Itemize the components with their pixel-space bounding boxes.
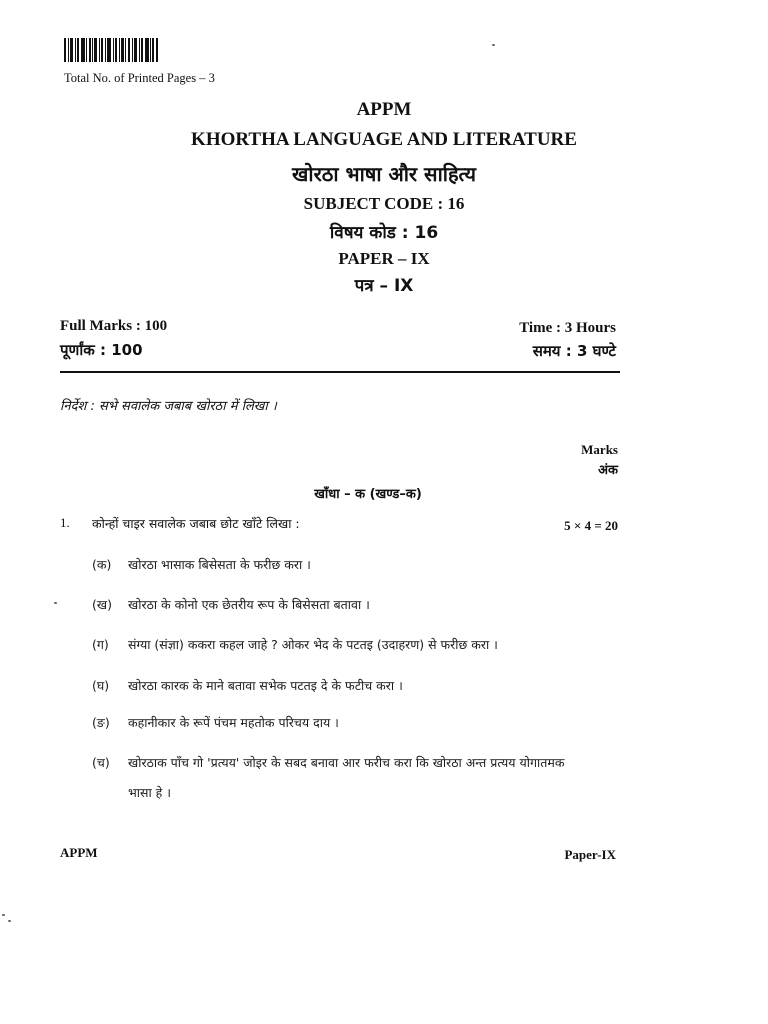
question-marks: 5 × 4 = 20 (564, 518, 618, 533)
marks-column-header-hi: अंक (598, 463, 618, 478)
question-part (92, 754, 564, 771)
subject-title-en: KHORTHA LANGUAGE AND LITERATURE (191, 129, 577, 150)
question-number: 1. (60, 515, 70, 530)
part-text: खोरठा भासाक बिसेसता के फरीछ करा । (128, 557, 311, 572)
part-text: संग्या (संज्ञा) ककरा कहल जाहे ? ओकर भेद के पटतइ (उदाहरण) से फरीछ करा । (128, 637, 498, 652)
scan-mark (54, 602, 57, 604)
question-part-continuation: भासा हे । (128, 785, 172, 800)
part-label: (ख) (92, 597, 112, 612)
total-pages-note: Total No. of Printed Pages – 3 (64, 71, 215, 85)
part-text: कहानीकार के रूपें पंचम महतोक परिचय दाय । (128, 715, 339, 730)
part-label: (च) (92, 755, 110, 770)
part-text: खोरठा के कोनो एक छेतरीय रूप के बिसेसता बतावा । (128, 597, 370, 612)
subject-code-hi: विषय कोड : 16 (329, 223, 439, 243)
marks-column-header-en: Marks (581, 442, 618, 457)
full-marks-hi: पूर्णांक : 100 (60, 341, 143, 359)
instruction-text: निर्देश : सभे सवालेक जबाब खोरठा में लिखा । (60, 399, 277, 414)
question-text: कोन्हों चाइर सवालेक जबाब छोट खाँटे लिखा : (92, 516, 300, 531)
part-text: खोरठा कारक के माने बतावा सभेक पटतइ दे के फटीच करा । (128, 678, 403, 693)
scan-mark (8, 920, 11, 922)
subject-code-en: SUBJECT CODE : 16 (303, 194, 465, 213)
part-label: (घ) (92, 678, 110, 693)
part-label: (ग) (92, 637, 109, 652)
footer-right: Paper-IX (564, 847, 616, 862)
paper-number-en: PAPER – IX (338, 249, 430, 268)
scan-mark (492, 44, 495, 46)
subject-title-hi: खोरठा भाषा और साहित्य (292, 162, 476, 186)
part-label: (क) (92, 557, 112, 572)
question-part (92, 677, 403, 694)
section-title: खाँधा – क (खण्ड–क) (314, 487, 422, 502)
footer-left: APPM (60, 845, 98, 860)
scan-mark (2, 914, 5, 916)
barcode-image (64, 38, 158, 62)
paper-number-hi: पत्र – IX (354, 276, 414, 296)
part-label: (ङ) (92, 715, 110, 730)
time-hi: समय : 3 घण्टे (532, 342, 616, 360)
question-part (92, 714, 339, 731)
question-part (92, 556, 311, 573)
question-part (92, 596, 370, 613)
question-part (92, 636, 498, 653)
time-en: Time : 3 Hours (519, 320, 616, 336)
header-divider (60, 371, 620, 373)
part-text: खोरठाक पाँच गो 'प्रत्यय' जोइर के सबद बनावा आर फरीच करा कि खोरठा अन्त प्रत्यय योगातमक (128, 755, 565, 770)
full-marks-en: Full Marks : 100 (60, 318, 168, 334)
exam-code: APPM (356, 99, 412, 120)
